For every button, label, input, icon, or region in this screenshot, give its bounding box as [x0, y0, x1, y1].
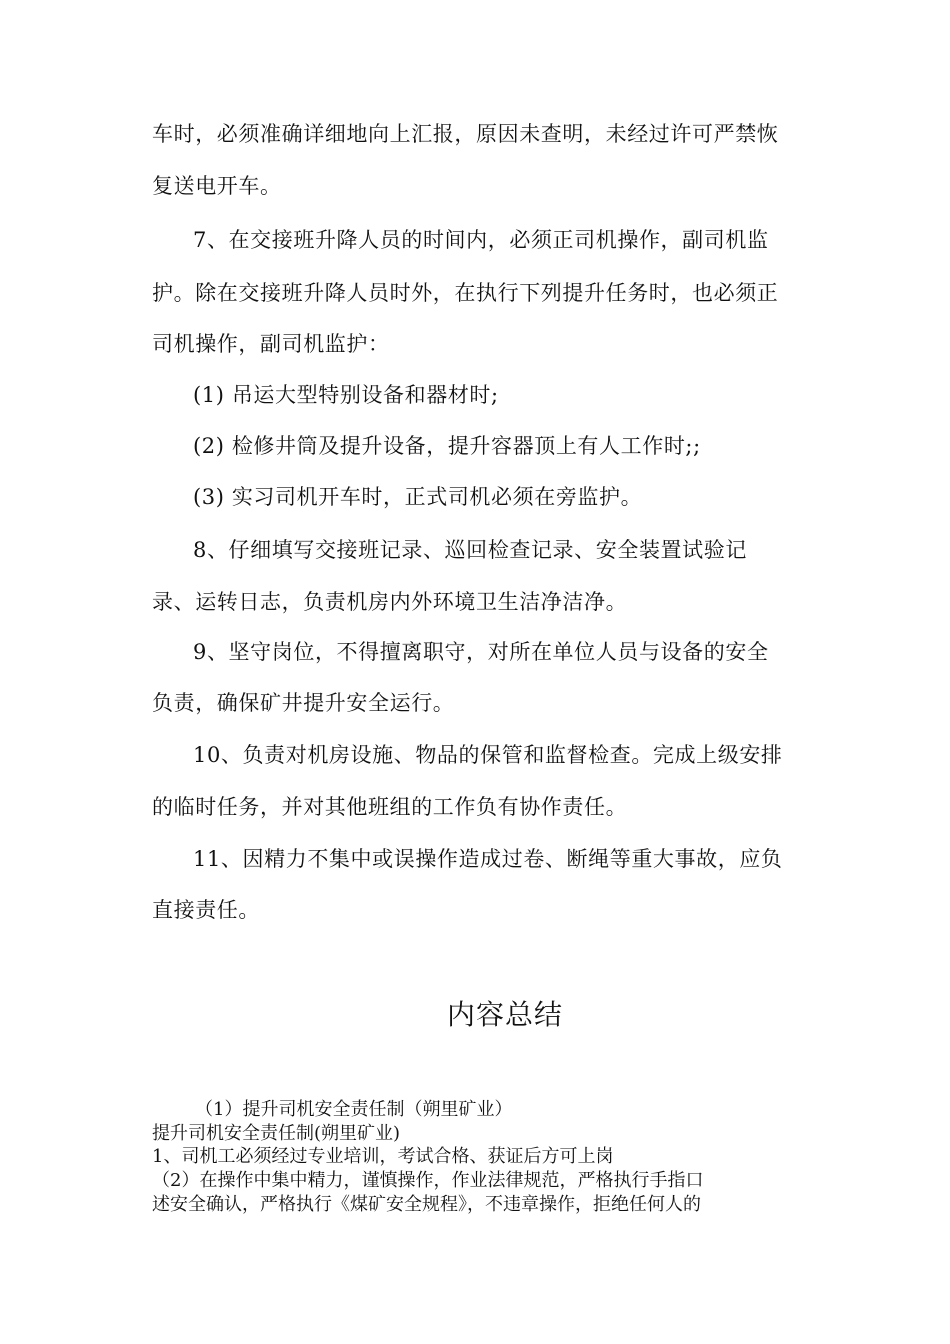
- summary-line: 1、司机工必须经过专业培训，考试合格、获证后方可上岗: [152, 1146, 614, 1167]
- body-line: 7、在交接班升降人员的时间内，必须正司机操作，副司机监: [193, 228, 769, 252]
- body-line: 10、负责对机房设施、物品的保管和监督检查。完成上级安排: [193, 743, 783, 767]
- summary-line: 提升司机安全责任制(朔里矿业): [152, 1123, 401, 1144]
- body-line: 8、仔细填写交接班记录、巡回检查记录、安全装置试验记: [193, 538, 747, 562]
- body-line: 负责，确保矿井提升安全运行。: [152, 691, 455, 715]
- body-line: 护。除在交接班升降人员时外，在执行下列提升任务时，也必须正: [152, 281, 779, 305]
- body-line: 的临时任务，并对其他班组的工作负有协作责任。: [152, 795, 628, 819]
- list-item: (3) 实习司机开车时，正式司机必须在旁监护。: [193, 485, 643, 509]
- summary-line: 述安全确认，严格执行《煤矿安全规程》，不违章操作，拒绝任何人的: [152, 1194, 701, 1215]
- body-line: 11、因精力不集中或误操作造成过卷、断绳等重大事故，应负: [193, 847, 783, 871]
- list-item: (2) 检修井筒及提升设备，提升容器顶上有人工作时;;: [193, 434, 701, 458]
- list-item: (1) 吊运大型特别设备和器材时;: [193, 383, 499, 407]
- body-line: 直接责任。: [152, 898, 260, 922]
- body-line: 司机操作，副司机监护：: [152, 332, 390, 356]
- summary-line: （2）在操作中集中精力，谨慎操作，作业法律规范，严格执行手指口: [152, 1170, 704, 1191]
- body-line: 录、运转日志，负责机房内外环境卫生洁净洁净。: [152, 590, 628, 614]
- body-line: 9、坚守岗位，不得擅离职守，对所在单位人员与设备的安全: [193, 640, 769, 664]
- summary-heading: 内容总结: [446, 998, 563, 1031]
- body-line: 复送电开车。: [152, 174, 282, 198]
- summary-line: （1）提升司机安全责任制（朔里矿业）: [195, 1099, 513, 1120]
- body-line: 车时，必须准确详细地向上汇报，原因未查明，未经过许可严禁恢: [152, 122, 779, 146]
